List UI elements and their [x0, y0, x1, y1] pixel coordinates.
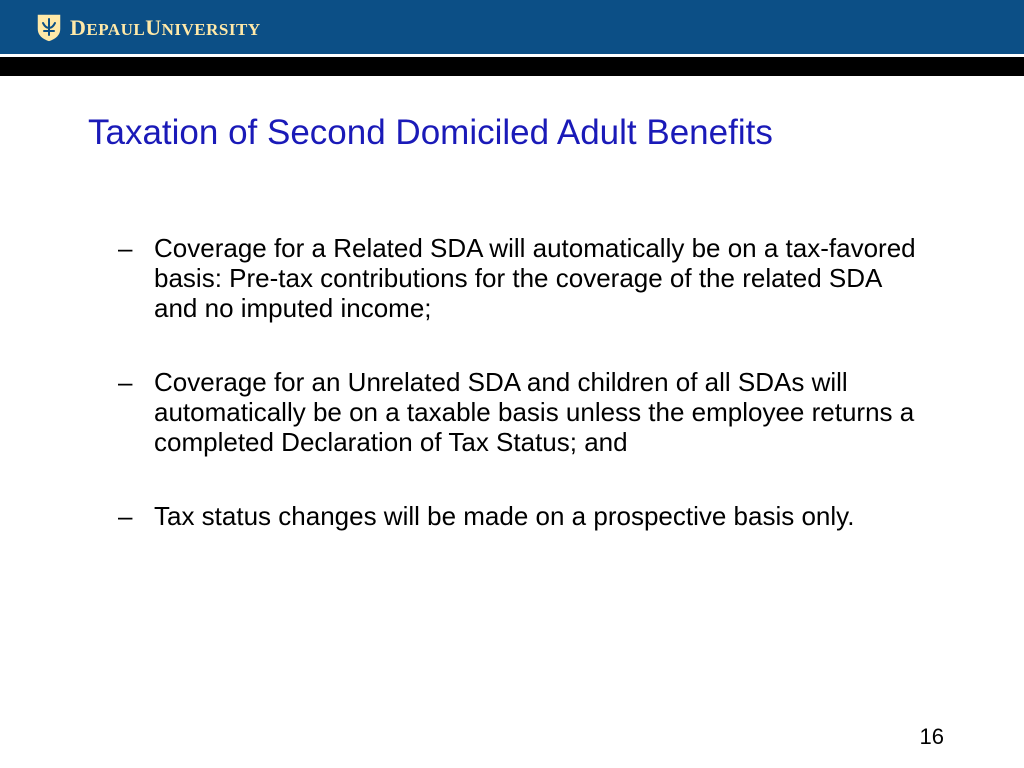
- bullet-text: Coverage for an Unrelated SDA and children of all SDAs will automatically be on a taxable basis unless the employee returns a completed Declaration of Tax Status; and: [154, 367, 915, 457]
- university-shield-icon: [36, 13, 62, 43]
- bullet-text: Tax status changes will be made on a prospective basis only.: [154, 501, 855, 531]
- list-item: [118, 233, 918, 323]
- bullet-dash: –: [118, 233, 133, 263]
- university-wordmark: DEPAULUNIVERSITY: [70, 15, 261, 40]
- bullet-dash: –: [118, 367, 133, 397]
- bullet-dash: –: [118, 501, 133, 531]
- list-item: [118, 367, 918, 457]
- bullet-list: [118, 233, 918, 575]
- page-number: 16: [919, 724, 944, 749]
- university-logo: [36, 12, 261, 44]
- list-item: [118, 501, 918, 531]
- bullet-text: Coverage for a Related SDA will automatically be on a tax-favored basis: Pre-tax contributions for the coverage of the related SDA and no imputed income;: [154, 233, 916, 323]
- header-black-band: [0, 57, 1024, 76]
- slide-title: Taxation of Second Domiciled Adult Benefits: [88, 113, 773, 152]
